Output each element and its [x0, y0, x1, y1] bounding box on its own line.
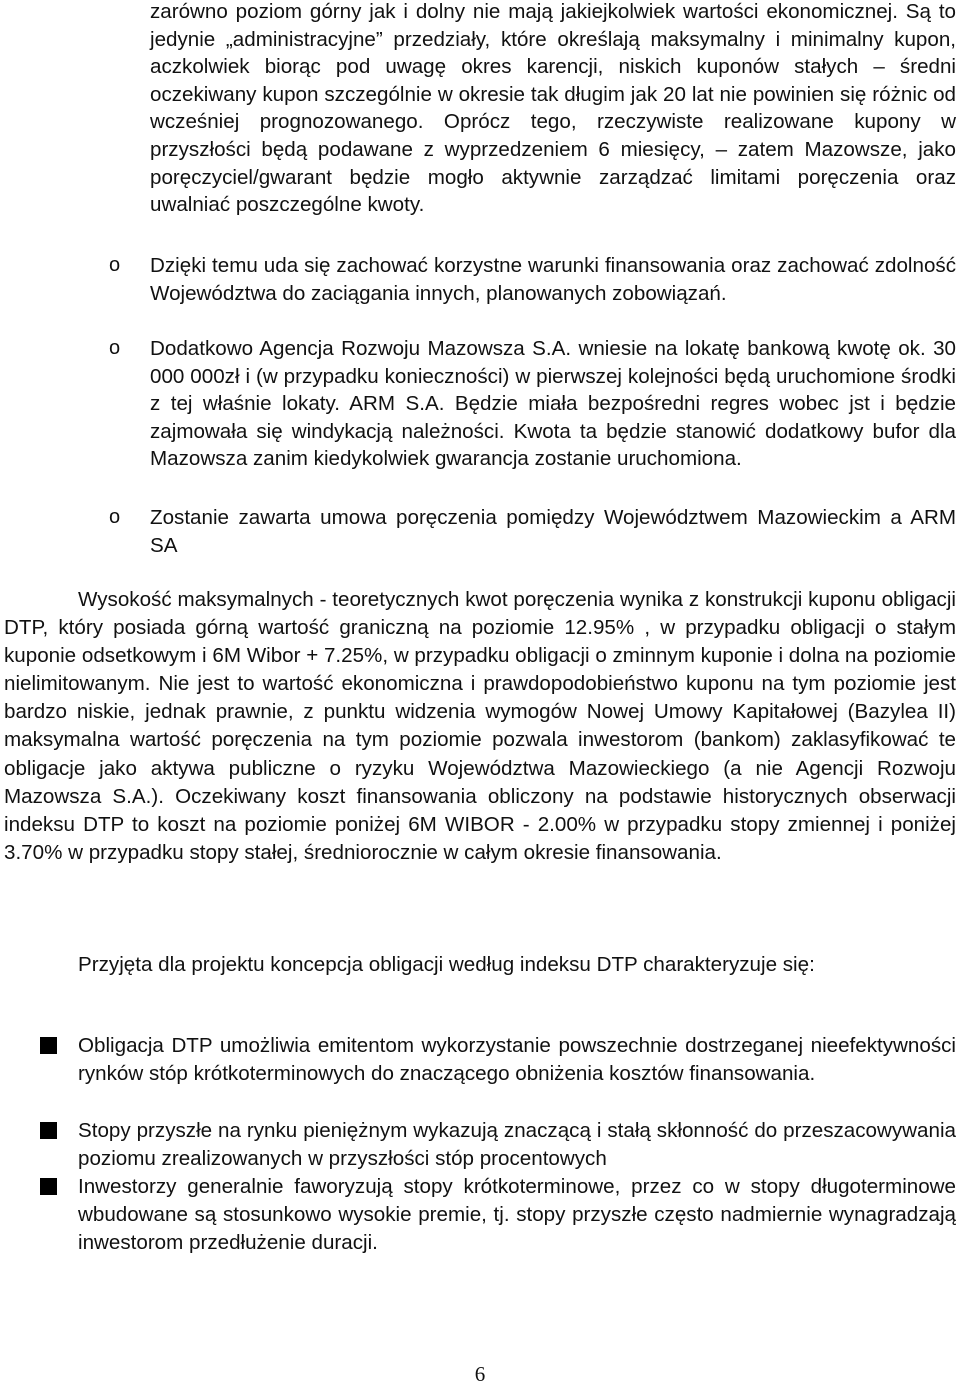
list-item: Obligacja DTP umożliwia emitentom wykorzystanie powszechnie dostrzeganej nieefektywności rynków stóp krótkoterminowych do znaczącego obniżenia kosztów finansowania.	[78, 1034, 956, 1085]
square-bullet-icon	[40, 1037, 57, 1054]
page-number: 6	[474, 1362, 486, 1386]
square-bullet-icon	[40, 1178, 57, 1195]
list-item: Dzięki temu uda się zachować korzystne warunki finansowania oraz zachować zdolność Województwa do zaciągania innych, planowanych zobowiązań.	[150, 254, 956, 305]
list-item: Inwestorzy generalnie faworyzują stopy krótkoterminowe, przez co w stopy długoterminowe wbudowane są stosunkowo wysokie premie, tj. stopy przyszłe często nadmiernie wynagradzają inwestorom przedłużenie duracji.	[78, 1175, 956, 1254]
list-item: Stopy przyszłe na rynku pieniężnym wykazują znaczącą i stałą skłonność do przeszacowywania poziomu zrealizowanych w przyszłości stóp procentowych	[78, 1119, 956, 1170]
continued-list-item-text: zarówno poziom górny jak i dolny nie mają jakiejkolwiek wartości ekonomicznej. Są to jedynie „administracyjne” przedziały, które określają maksymalny i minimalny kupon, aczkolwiek biorąc pod uwagę okres karencji, niskich kuponów stałych – średni oczekiwany kupon szczególnie w okresie tak długim jak 20 lat nie powinien się różnic od wcześniej prognozowanego. Oprócz tego, rzeczywiste realizowane kupony w przyszłości będą podawane z wyprzedzeniem 6 miesięcy, – zatem Mazowsze, jako poręczyciel/gwarant będzie mogło aktywnie zarządzać limitami poręczenia oraz uwalniać poszczególne kwoty.	[150, 0, 956, 217]
square-bullet-icon	[40, 1122, 57, 1139]
list-intro: Przyjęta dla projektu koncepcja obligacji według indeksu DTP charakteryzuje się:	[78, 953, 815, 976]
body-paragraph: Wysokość maksymalnych - teoretycznych kwot poręczenia wynika z konstrukcji kuponu obligacji DTP, który posiada górną wartość graniczną na poziomie 12.95% , w przypadku obligacji o stałym kuponie odsetkowym i 6M Wibor + 7.25%, w przypadku obligacji o zminnym kuponie i dolna na poziomie nielimitowanym. Nie jest to wartość ekonomiczna i prawdopodobieństwo kuponu na tym poziomie jest bardzo niskie, jednak prawnie, z punktu widzenia wymogów Nowej Umowy Kapitałowej (Bazylea II) maksymalna wartość poręczenia na tym poziomie pozwala inwestorom (bankom) zaklasyfikować te obligacje jako aktywa publiczne o ryzyku Województwa Mazowieckiego (a nie Agencji Rozwoju Mazowsza S.A.). Oczekiwany koszt finansowania obliczony na podstawie historycznych obserwacji indeksu DTP to koszt na poziomie poniżej 6M WIBOR - 2.00% w przypadku stopy zmiennej i poniżej 3.70% w przypadku stopy stałej, średniorocznie w całym okresie finansowania.	[4, 588, 956, 864]
list-bullet: o	[109, 254, 121, 276]
list-item: Dodatkowo Agencja Rozwoju Mazowsza S.A. wniesie na lokatę bankową kwotę ok. 30 000 000zł i (w przypadku konieczności) w pierwszej kolejności będą uruchomione środki z tej właśnie lokaty. ARM S.A. Będzie miała bezpośredni regres wobec jst i będzie zajmowała się windykacją należności. Kwota ta będzie stanowić dodatkowy bufor dla Mazowsza zanim kiedykolwiek gwarancja zostanie uruchomiona.	[150, 337, 956, 471]
list-bullet: o	[109, 337, 121, 359]
list-bullet: o	[109, 506, 121, 528]
list-item: Zostanie zawarta umowa poręczenia pomiędzy Województwem Mazowieckim a ARM SA	[150, 506, 956, 557]
